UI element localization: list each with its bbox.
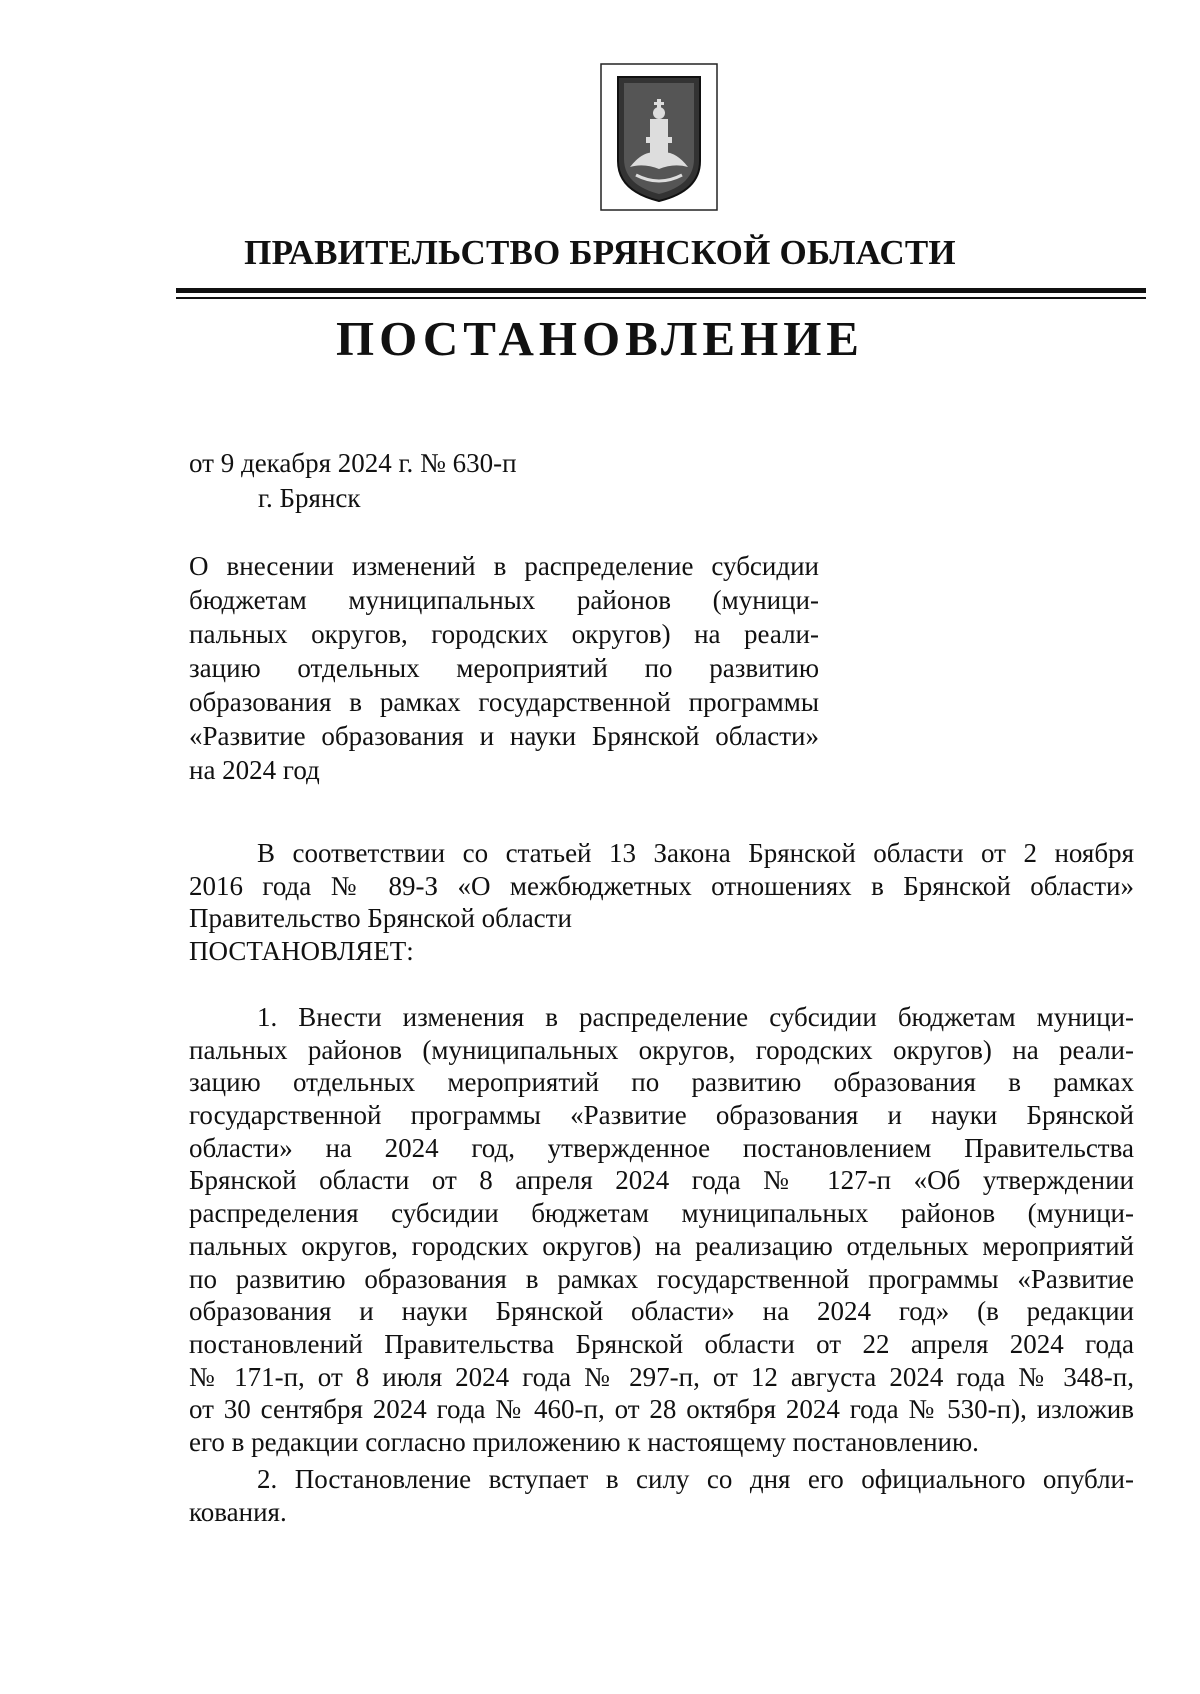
clause-2 [189,1463,1134,1528]
body-line: по развитию образования в рамках государственной программы «Развитие [189,1263,1134,1294]
preamble-paragraph [189,837,1134,968]
title-line: образования в рамках государственной программы [189,687,819,717]
body-line: В соответствии со статьей 13 Закона Брянской области от 2 ноября [257,838,1134,868]
title-line: зацию отдельных мероприятий по развитию [189,653,819,683]
document-date: 9 декабря 2024 г. [220,448,414,478]
body-line: 1. Внести изменения в распределение субсидии бюджетам муници- [257,1002,1134,1032]
body-line: пальных районов (муниципальных округов, городских округов) на реали- [189,1034,1134,1065]
organization-name: ПРАВИТЕЛЬСТВО БРЯНСКОЙ ОБЛАСТИ [244,233,956,272]
document-type-heading: ПОСТАНОВЛЕНИЕ [336,311,864,366]
body-line: кования. [189,1496,287,1527]
body-line: государственной программы «Развитие образования и науки Брянской [189,1100,1134,1131]
city: г. Брянск [258,483,361,513]
body-line: Правительство Брянской области [189,903,572,934]
title-line: пальных округов, городских округов) на реали- [189,619,819,649]
body-line: пальных округов, городских округов) на реализацию отдельных мероприятий [189,1230,1134,1261]
body-line: его в редакции согласно приложению к настоящему постановлению. [189,1426,979,1457]
title-line: О внесении изменений в распределение субсидии [189,551,819,581]
title-line: «Развитие образования и науки Брянской области» [189,721,819,751]
number-sign: № [420,448,446,478]
body-line: постановлений Правительства Брянской области от 22 апреля 2024 года [189,1328,1134,1359]
title-line: бюджетам муниципальных районов (муници- [189,585,819,615]
body-line: области» на 2024 год, утвержденное постановлением Правительства [189,1132,1134,1163]
document-title [189,549,819,787]
title-line: на 2024 год [189,755,320,785]
date-prefix: от [189,448,214,478]
header-rule-thin [176,297,1146,299]
body-line: 2. Постановление вступает в силу со дня его официального опубли- [257,1464,1134,1494]
body-line: от 30 сентября 2024 года № 460-п, от 28 октября 2024 года № 530-п), изложив [189,1394,1134,1425]
body-line: 2016 года № 89-З «О межбюджетных отношениях в Брянской области» [189,870,1134,901]
bryansk-coat-of-arms-icon [600,63,718,211]
body-line: распределения субсидии бюджетам муниципальных районов (муници- [189,1198,1134,1229]
document-number: 630-п [452,448,517,478]
dateline [189,447,517,479]
body-line: Брянской области от 8 апреля 2024 года № 127-п «Об утверждении [189,1165,1134,1196]
resolves-keyword: ПОСТАНОВЛЯЕТ: [189,936,414,967]
body-line: образования и науки Брянской области» на 2024 год» (в редакции [189,1296,1134,1327]
body-line: зацию отдельных мероприятий по развитию образования в рамках [189,1067,1134,1098]
header-rule-thick [176,288,1146,293]
body-line: № 171-п, от 8 июля 2024 года № 297-п, от 12 августа 2024 года № 348-п, [189,1361,1134,1392]
clause-1 [189,1001,1134,1459]
